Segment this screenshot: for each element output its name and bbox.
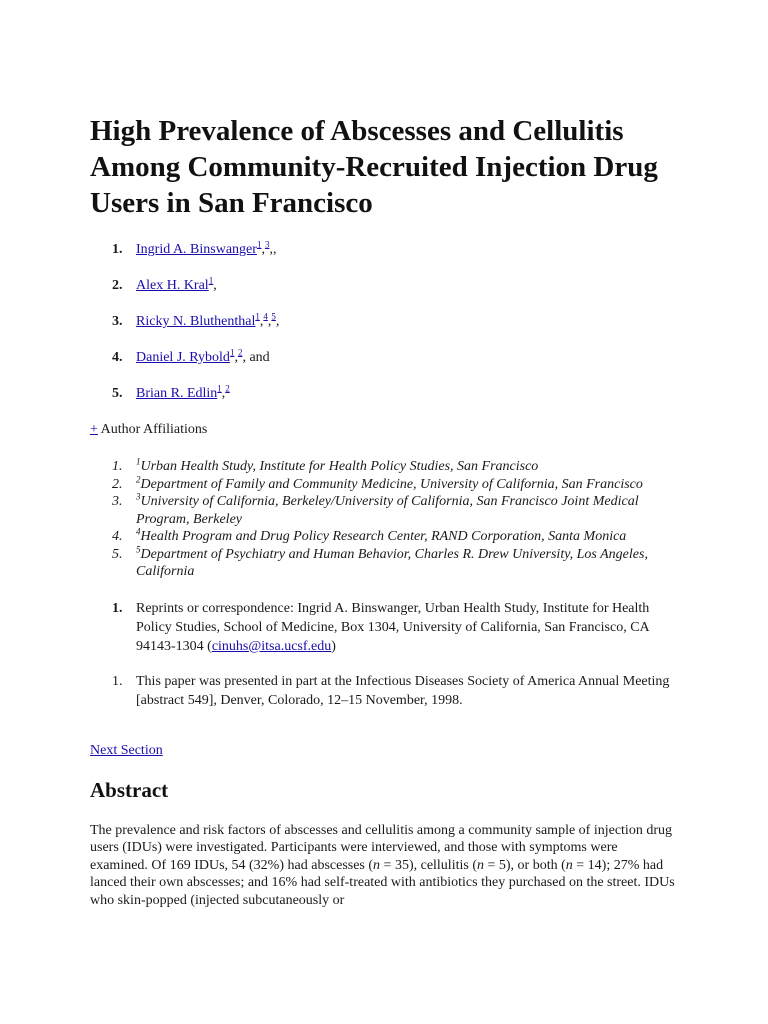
author-name-link[interactable]: Ingrid A. Binswanger [136, 242, 257, 257]
affiliation-ref-link[interactable]: 5 [271, 311, 276, 322]
affiliation-ref-link[interactable]: 1 [229, 347, 235, 358]
affiliation-ref-link[interactable]: 1 [208, 275, 214, 286]
affiliation-item [90, 458, 678, 476]
list-number: 1. [112, 459, 123, 474]
list-number: 5. [112, 386, 123, 401]
list-number: 2. [112, 278, 123, 293]
affiliation-marker: 5 [136, 543, 141, 554]
author-item: 4. Daniel J. Rybold$^1$,$^2$, and [90, 350, 678, 386]
list-number: 1. [112, 673, 123, 689]
affiliation-text: Department of Psychiatry and Human Behavior, Charles R. Drew University, Los Angeles, California [136, 546, 648, 579]
author-name-link[interactable]: Daniel J. Rybold [136, 350, 230, 365]
author-name-link[interactable]: Ricky N. Bluthenthal [136, 314, 256, 329]
list-number: 4. [112, 529, 123, 544]
affiliation-ref-link[interactable]: 1 [256, 239, 262, 250]
author-name-link[interactable]: Brian R. Edlin [136, 386, 218, 401]
list-number: 1. [112, 242, 123, 257]
affiliation-item [90, 528, 678, 546]
affiliation-list [90, 458, 678, 581]
author-item: 1. Ingrid A. Binswanger$^1$,$^3$,, [90, 242, 678, 278]
author-item: 3. Ricky N. Bluthenthal$^1$,$^4$,$^5$, [90, 314, 678, 350]
correspondence-text: Reprints or correspondence: Ingrid A. Binswanger, Urban Health Study, Institute for Health Policy Studies, School of Medicine, Box 1304, University of California, San Francisco, CA 94143-1304 ( [136, 600, 650, 654]
author-name-link[interactable]: Alex H. Kral [136, 278, 209, 293]
list-number: 3. [112, 314, 123, 329]
next-section-link[interactable]: Next Section [90, 742, 163, 758]
author-affiliations-toggle[interactable] [90, 422, 678, 458]
abstract-text: The prevalence and risk factors of abscesses and cellulitis among a community sample of injection drug users (IDUs) were investigated. Participants were interviewed, and those with symptoms were examined. Of 169 IDUs, 54 (32%) had abscesses (n = 35), cellulitis (n = 5), or both (n = 14); 27% had lanced their own abscesses; and 16% had self-treated with antibiotics they purchased on the street. IDUs who skin-popped (injected subcutaneously or [90, 822, 675, 908]
affiliation-ref-link[interactable]: 2 [237, 347, 243, 358]
correspondence-note: 1. Reprints or correspondence: Ingrid A. Binswanger, Urban Health Study, Institute for Health Policy Studies, School of Medicine, Box 1304, University of California, San Francisco, CA 94143-1304 (cinuhs@itsa.ucsf.edu) [90, 599, 678, 656]
abstract-heading: Abstract [90, 777, 169, 802]
affiliation-marker: 3 [136, 491, 141, 502]
affiliation-marker: 1 [136, 456, 141, 467]
list-number: 2. [112, 476, 123, 492]
affiliation-ref-link[interactable]: 4 [263, 311, 268, 322]
affiliation-item [90, 543, 678, 581]
list-number: 5. [112, 546, 123, 562]
affiliation-text: Urban Health Study, Institute for Health Policy Studies, San Francisco [140, 459, 539, 474]
author-list [90, 239, 678, 422]
author-item: 5. Brian R. Edlin$^1$,$^2$ [90, 386, 678, 422]
affiliation-text: Department of Family and Community Medicine, University of California, San Francisco [140, 476, 643, 492]
affiliation-marker: 4 [136, 526, 141, 537]
affiliation-marker: 2 [136, 473, 141, 484]
affiliation-ref-link[interactable]: 1 [217, 383, 222, 394]
author-item: 2. Alex H. Kral$^1$, [90, 278, 678, 314]
list-number: 3. [112, 494, 123, 509]
affiliation-text: Health Program and Drug Policy Research Center, RAND Corporation, Santa Monica [140, 529, 627, 544]
expand-affiliations-link[interactable]: + [90, 422, 98, 437]
presentation-note [90, 672, 678, 710]
correspondence-email-link[interactable]: cinuhs@itsa.ucsf.edu [211, 638, 332, 654]
list-number: 1. [112, 600, 123, 616]
affiliation-ref-link[interactable]: 2 [225, 383, 230, 394]
article-title: High Prevalence of Abscesses and Cellulitis Among Community-Recruited Injection Drug Users in San Francisco [90, 115, 658, 219]
affiliation-ref-link[interactable]: 1 [255, 311, 260, 322]
affiliation-item [90, 493, 678, 528]
footnote-list [90, 599, 678, 710]
author-affiliations-label: Author Affiliations [97, 422, 208, 437]
affiliation-item [90, 473, 678, 494]
list-number: 4. [112, 350, 123, 365]
presentation-note-text: This paper was presented in part at the Infectious Diseases Society of America Annual Meeting [abstract 549], Denver, Colorado, 12–15 November, 1998. [136, 673, 670, 708]
affiliation-ref-link[interactable]: 3 [264, 239, 270, 250]
affiliation-text: University of California, Berkeley/University of California, San Francisco Joint Medical Program, Berkeley [136, 494, 639, 527]
